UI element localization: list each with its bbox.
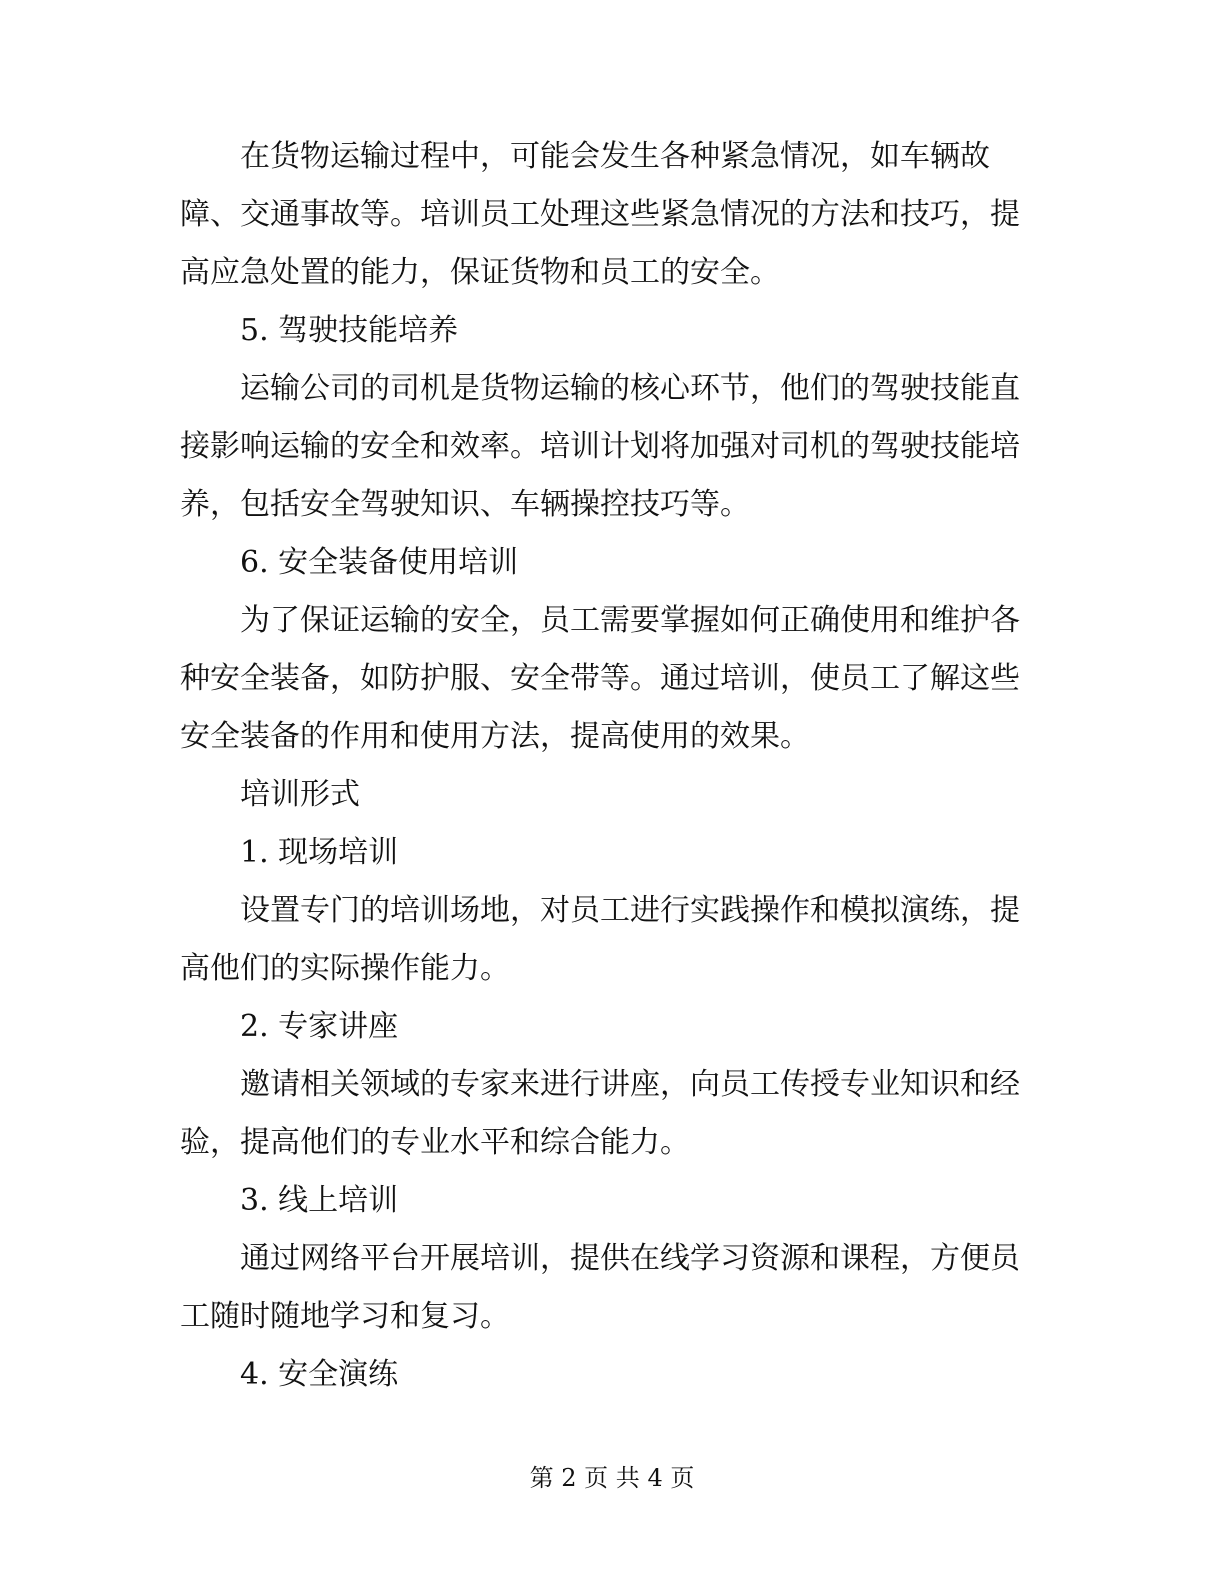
paragraph-line: 障、交通事故等。培训员工处理这些紧急情况的方法和技巧，提 — [180, 197, 1020, 232]
paragraph-line: 接影响运输的安全和效率。培训计划将加强对司机的驾驶技能培 — [180, 429, 1020, 464]
paragraph-line: 工随时随地学习和复习。 — [180, 1299, 510, 1334]
section-heading-6: 6. 安全装备使用培训 — [240, 545, 519, 580]
section-heading-training-form: 培训形式 — [240, 777, 360, 812]
section-heading-3: 3. 线上培训 — [240, 1183, 399, 1218]
paragraph-line: 为了保证运输的安全，员工需要掌握如何正确使用和维护各 — [240, 603, 1020, 638]
paragraph-line: 高应急处置的能力，保证货物和员工的安全。 — [180, 255, 780, 290]
paragraph-line: 邀请相关领域的专家来进行讲座，向员工传授专业知识和经 — [240, 1067, 1020, 1102]
paragraph-expert-lecture — [180, 1056, 1020, 1172]
page-footer: 第 2 页 共 4 页 — [529, 1464, 695, 1492]
section-heading-1: 1. 现场培训 — [240, 835, 399, 870]
paragraph-line: 安全装备的作用和使用方法，提高使用的效果。 — [180, 719, 810, 754]
paragraph-line: 运输公司的司机是货物运输的核心环节，他们的驾驶技能直 — [240, 371, 1020, 406]
section-heading-2: 2. 专家讲座 — [240, 1009, 399, 1044]
paragraph-line: 高他们的实际操作能力。 — [180, 951, 510, 986]
paragraph-emergency-handling — [180, 128, 1020, 302]
section-heading-4: 4. 安全演练 — [240, 1357, 399, 1392]
paragraph-line: 养，包括安全驾驶知识、车辆操控技巧等。 — [180, 487, 750, 522]
section-heading-5: 5. 驾驶技能培养 — [240, 313, 459, 348]
paragraph-line: 通过网络平台开展培训，提供在线学习资源和课程，方便员 — [240, 1241, 1020, 1276]
paragraph-onsite-training — [180, 882, 1020, 998]
paragraph-line: 验，提高他们的专业水平和综合能力。 — [180, 1125, 690, 1160]
paragraph-line: 种安全装备，如防护服、安全带等。通过培训，使员工了解这些 — [180, 661, 1020, 696]
paragraph-safety-equipment — [180, 592, 1020, 766]
paragraph-driving-skills — [180, 360, 1020, 534]
paragraph-line: 设置专门的培训场地，对员工进行实践操作和模拟演练，提 — [240, 893, 1020, 928]
paragraph-online-training — [180, 1230, 1020, 1346]
paragraph-line: 在货物运输过程中，可能会发生各种紧急情况，如车辆故 — [240, 139, 990, 174]
document-body — [180, 128, 1020, 1404]
